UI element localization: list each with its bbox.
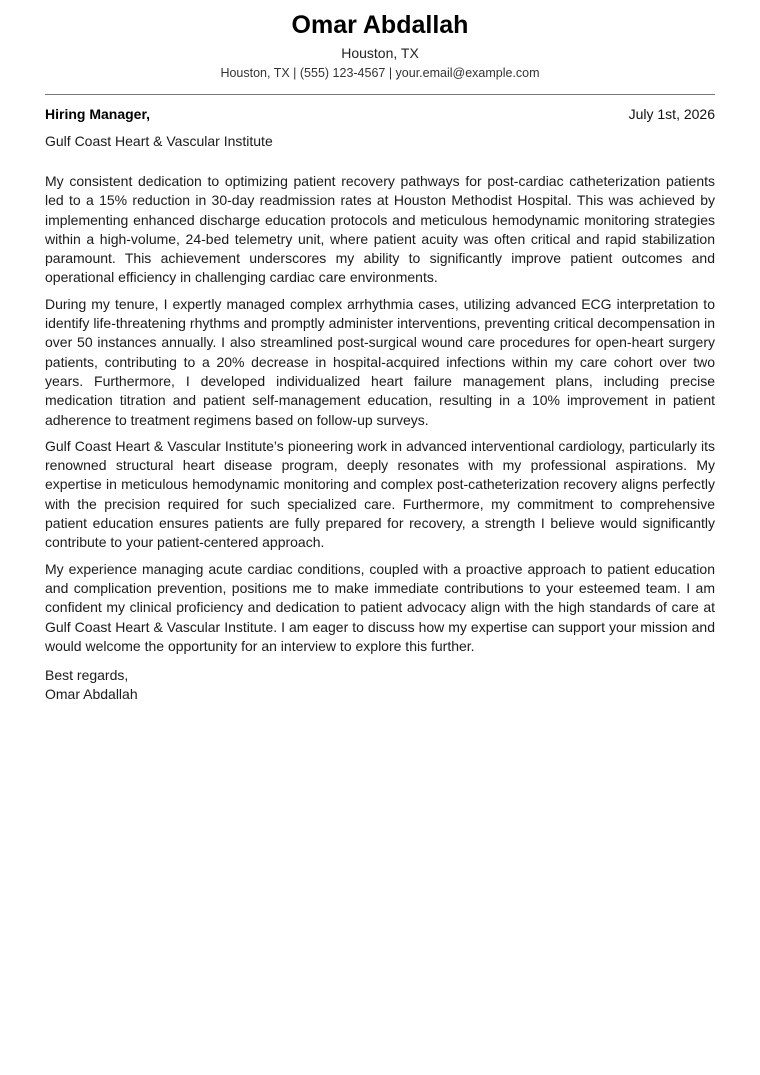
recipient-company: Gulf Coast Heart & Vascular Institute xyxy=(45,133,273,149)
header-divider xyxy=(45,94,715,95)
letter-body xyxy=(45,172,715,656)
body-paragraph-3: Gulf Coast Heart & Vascular Institute’s pioneering work in advanced interventional cardiology, particularly its renowned structural heart disease program, deeply resonates with my professional aspirations. My expertise in meticulous hemodynamic monitoring and complex post-catheterization recovery aligns perfectly with the precision required for such specialized care. Furthermore, my commitment to comprehensive patient education ensures patients are fully prepared for recovery, a strength I believe would significantly contribute to your patient-centered approach. xyxy=(45,437,715,551)
letter-closing-block xyxy=(45,666,715,705)
body-paragraph-2: During my tenure, I expertly managed complex arrhythmia cases, utilizing advanced ECG interpretation to identify life-threatening rhythms and promptly administer interventions, preventing critical decompensation in over 50 instances annually. I also streamlined post-surgical wound care procedures for open-heart surgery patients, contributing to a 20% decrease in hospital-acquired infections within my care cohort over two years. Furthermore, I developed individualized heart failure management plans, including precise medication titration and patient self-management education, resulting in a 10% improvement in patient adherence to treatment regimens based on follow-up surveys. xyxy=(45,295,715,428)
recipient-date-row xyxy=(45,105,715,123)
recipient-salutation: Hiring Manager, xyxy=(45,106,151,122)
letter-header xyxy=(45,0,715,81)
body-paragraph-4: My experience managing acute cardiac conditions, coupled with a proactive approach to patient education and complication prevention, positions me to make immediate contributions to your esteemed team. I am confident my clinical proficiency and dedication to patient advocacy align with the high standards of care at Gulf Coast Heart & Vascular Institute. I am eager to discuss how my expertise can support your mission and would welcome the opportunity for an interview to explore this further. xyxy=(45,560,715,654)
closing-phrase: Best regards, xyxy=(45,667,129,684)
signature-name: Omar Abdallah xyxy=(45,686,138,703)
sender-location: Houston, TX xyxy=(341,45,419,61)
sender-name: Omar Abdallah xyxy=(291,11,469,39)
body-paragraph-1: My consistent dedication to optimizing patient recovery pathways for post-cardiac catheterization patients led to a 15% reduction in 30-day readmission rates at Houston Methodist Hospital. This was achieved by implementing enhanced discharge education protocols and meticulous hemodynamic monitoring strategies within a high-volume, 24-bed telemetry unit, where patient acuity was often critical and rapid stabilization paramount. This achievement underscores my ability to significantly improve patient outcomes and operational efficiency in challenging cardiac care environments. xyxy=(45,173,715,286)
sender-contact-line: Houston, TX | (555) 123-4567 | your.email@example.com xyxy=(220,66,540,80)
letter-date: July 1st, 2026 xyxy=(628,106,715,122)
